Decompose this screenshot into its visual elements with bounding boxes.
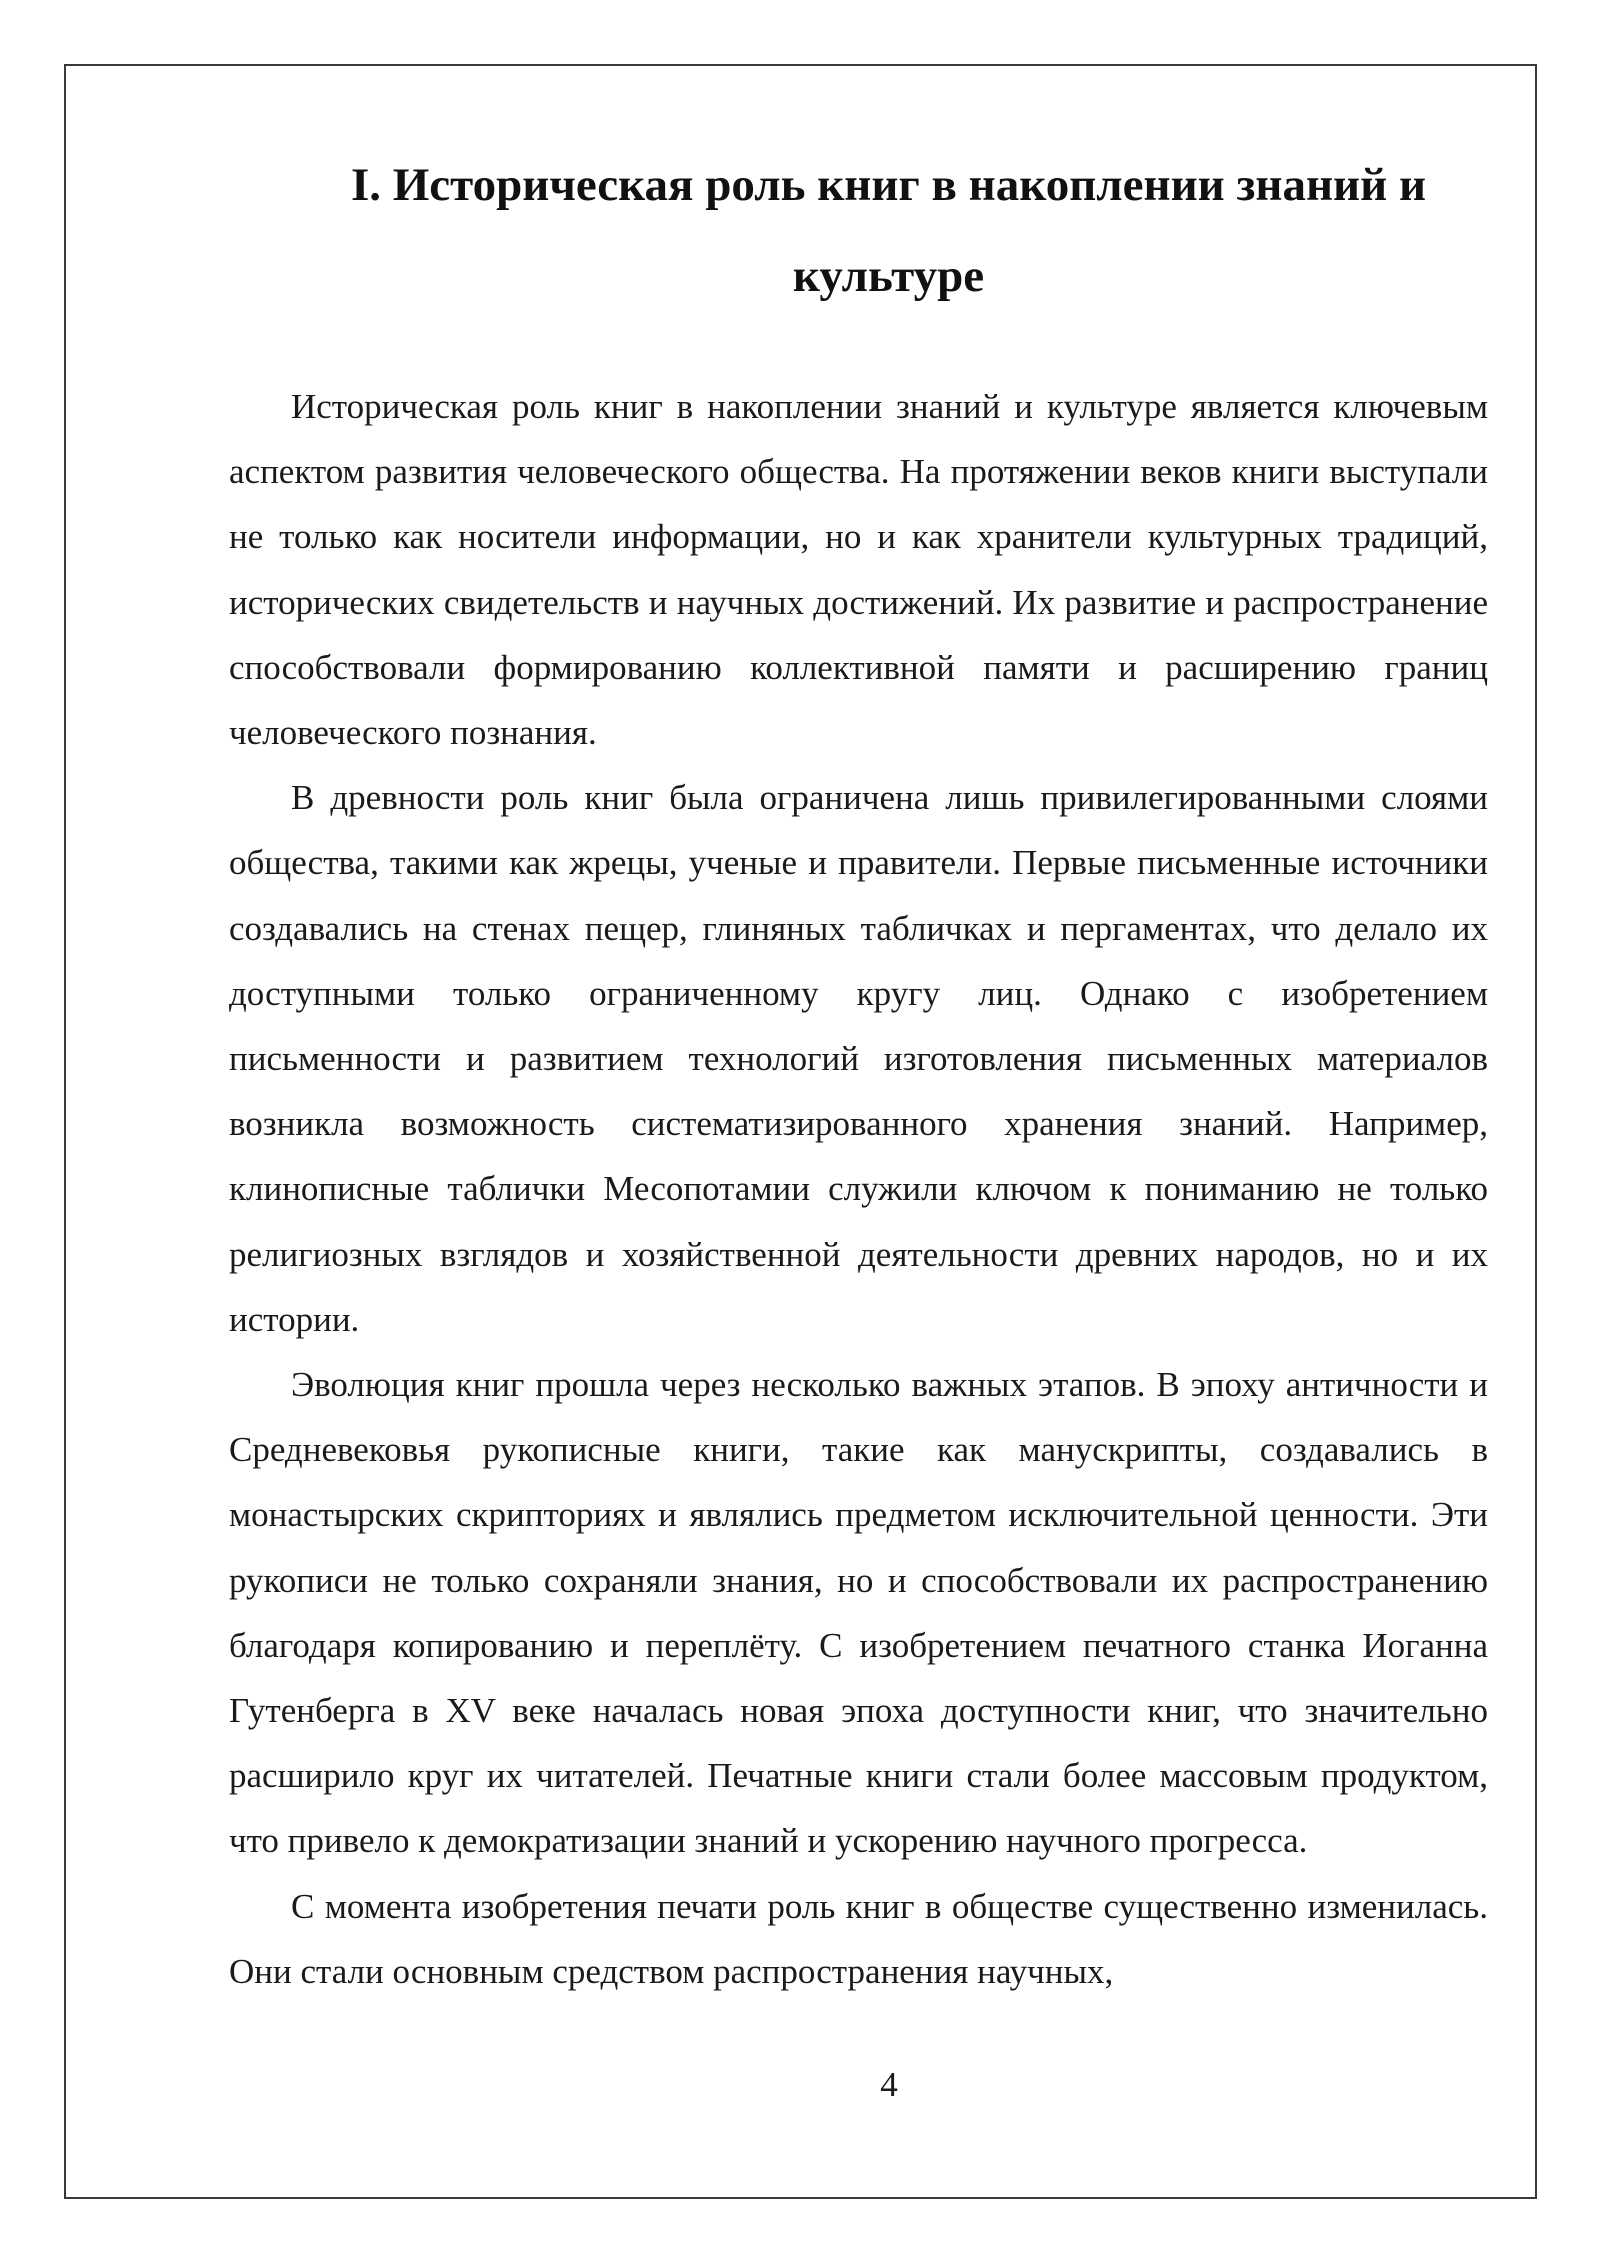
body-paragraph-4: С момента изобретения печати роль книг в обществе существенно изменилась. Они стали основным средством распространения научных, <box>229 1886 1488 1991</box>
body-paragraph-3: Эволюция книг прошла через несколько важных этапов. В эпоху античности и Средневековья рукописные книги, такие как манускрипты, создавались в монастырских скрипториях и являлись предметом исключительной ценности. Эти рукописи не только сохраняли знания, но и способствовали их распространению благодаря копированию и переплёту. С изобретением печатного станка Иоганна Гутенберга в XV веке началась новая эпоха доступности книг, что значительно расширило круг их читателей. Печатные книги стали более массовым продуктом, что привело к демократизации знаний и ускорению научного прогресса. <box>229 1365 1488 1861</box>
page-body <box>229 140 1488 2004</box>
section-heading: I. Историческая роль книг в накоплении знаний и культуре <box>350 159 1427 302</box>
body-paragraph-1: Историческая роль книг в накоплении знаний и культуре является ключевым аспектом развития человеческого общества. На протяжении веков книги выступали не только как носители информации, но и как хранители культурных традиций, исторических свидетельств и научных достижений. Их развитие и распространение способствовали формированию коллективной памяти и расширению границ человеческого познания. <box>229 387 1488 753</box>
page-number: 4 <box>880 2065 898 2104</box>
body-paragraph-2: В древности роль книг была ограничена лишь привилегированными слоями общества, такими как жрецы, ученые и правители. Первые письменные источники создавались на стенах пещер, глиняных табличках и пергаментах, что делало их доступными только ограниченному кругу лиц. Однако с изобретением письменности и развитием технологий изготовления письменных материалов возникла возможность систематизированного хранения знаний. Например, клинописные таблички Месопотамии служили ключом к пониманию не только религиозных взглядов и хозяйственной деятельности древних народов, но и их истории. <box>229 778 1488 1339</box>
